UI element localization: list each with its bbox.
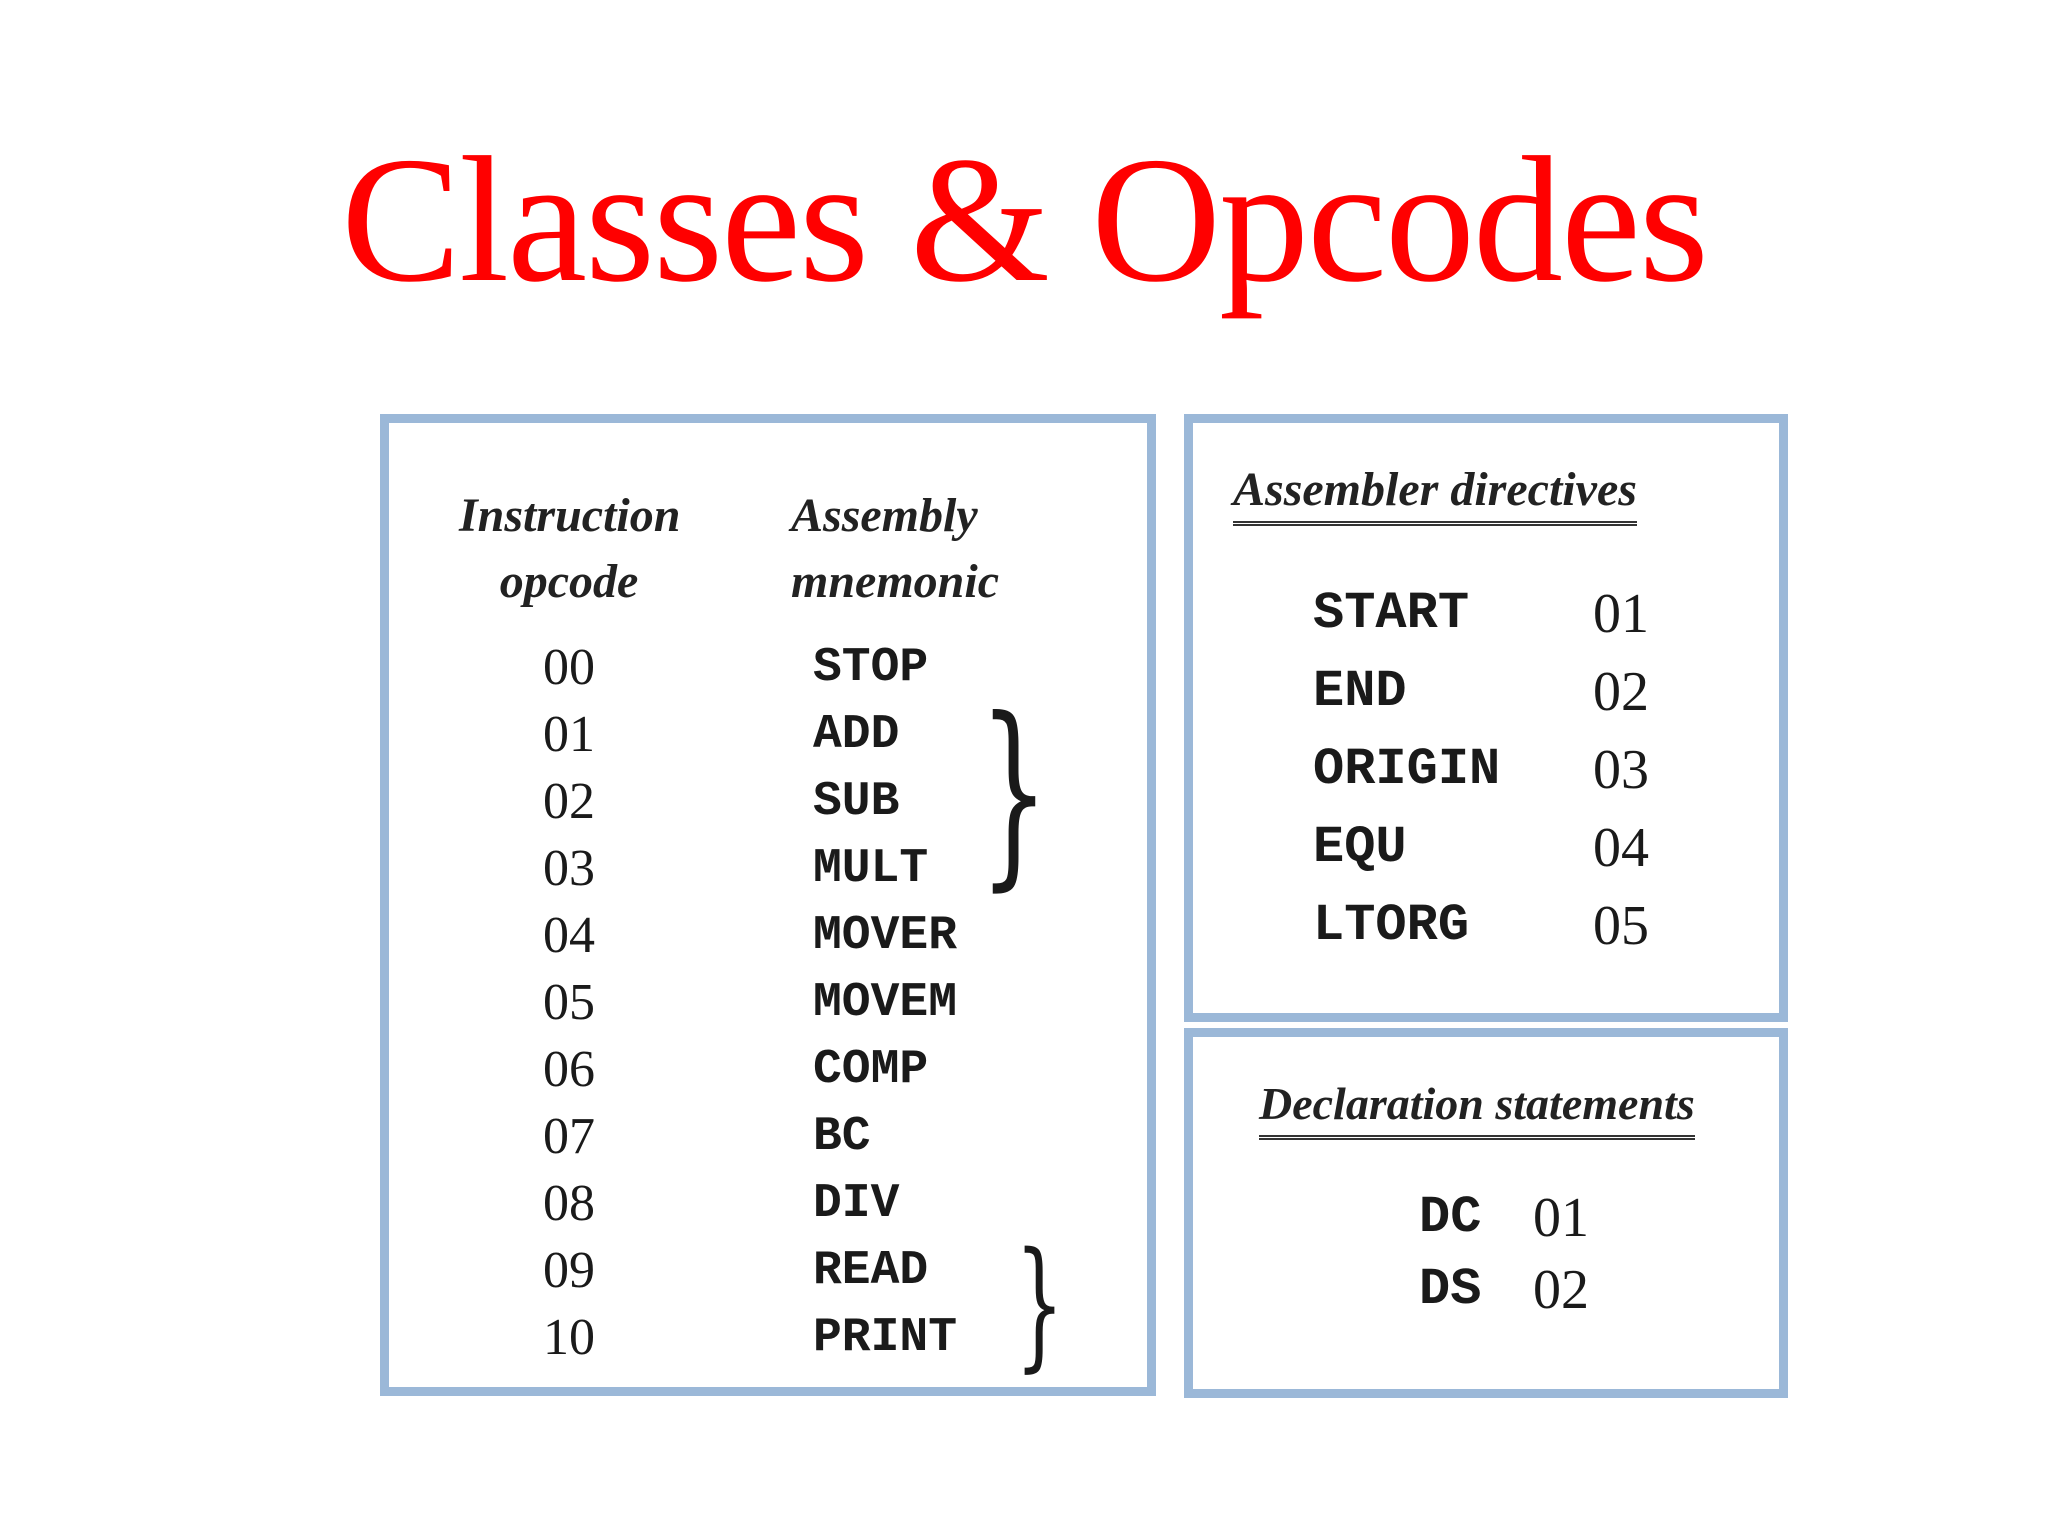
- slide-title: Classes & Opcodes: [341, 120, 1707, 319]
- opcode-cell: 03: [543, 840, 595, 897]
- declaration-statements-panel: [1184, 1028, 1788, 1398]
- directive-code: 04: [1593, 817, 1649, 879]
- io-group-brace-icon: }: [1015, 1223, 1064, 1386]
- directive-code: 02: [1593, 661, 1649, 723]
- opcode-cell: 10: [543, 1309, 595, 1366]
- assembler-directives-panel: [1184, 414, 1788, 1022]
- opcode-cell: 07: [543, 1108, 595, 1165]
- header-line: mnemonic: [791, 555, 1000, 608]
- assembler-directives-heading: Assembler directives: [1233, 461, 1637, 526]
- mnemonic-cell: PRINT: [813, 1311, 958, 1365]
- directive-name: END: [1313, 662, 1407, 721]
- mnemonic-cell: ADD: [813, 708, 900, 762]
- directive-name: START: [1313, 584, 1470, 643]
- header-line: opcode: [499, 555, 639, 608]
- opcode-table-panel: [380, 414, 1156, 1396]
- arithmetic-group-brace-icon: }: [979, 676, 1049, 909]
- mnemonic-cell: DIV: [813, 1177, 900, 1231]
- directive-name: ORIGIN: [1313, 740, 1501, 799]
- directive-code: 01: [1593, 583, 1649, 645]
- directive-code: 03: [1593, 739, 1649, 801]
- mnemonic-cell: READ: [813, 1244, 929, 1298]
- mnemonic-cell: MOVER: [813, 909, 958, 963]
- opcode-cell: 06: [543, 1041, 595, 1098]
- opcode-cell: 05: [543, 974, 595, 1031]
- mnemonic-cell: STOP: [813, 641, 929, 695]
- mnemonic-cell: COMP: [813, 1043, 929, 1097]
- mnemonic-cell: SUB: [813, 775, 900, 829]
- header-line: Instruction: [459, 489, 681, 542]
- mnemonic-cell: BC: [813, 1110, 871, 1164]
- directive-code: 05: [1593, 895, 1649, 957]
- directive-name: LTORG: [1313, 896, 1470, 955]
- opcode-cell: 00: [543, 639, 595, 696]
- declaration-statements-heading: Declaration statements: [1259, 1075, 1695, 1140]
- opcode-cell: 02: [543, 773, 595, 830]
- header-assembly-mnemonic: [791, 483, 999, 615]
- mnemonic-cell: MULT: [813, 842, 929, 896]
- declaration-code: 02: [1533, 1259, 1589, 1321]
- opcode-cell: 08: [543, 1175, 595, 1232]
- directive-name: EQU: [1313, 818, 1407, 877]
- mnemonic-cell: MOVEM: [813, 976, 958, 1030]
- declaration-code: 01: [1533, 1187, 1589, 1249]
- declaration-name: DC: [1419, 1188, 1482, 1247]
- opcode-cell: 04: [543, 907, 595, 964]
- header-line: Assembly: [791, 489, 978, 542]
- opcode-cell: 09: [543, 1242, 595, 1299]
- opcode-cell: 01: [543, 706, 595, 763]
- declaration-name: DS: [1419, 1260, 1482, 1319]
- header-instruction-opcode: [459, 483, 679, 615]
